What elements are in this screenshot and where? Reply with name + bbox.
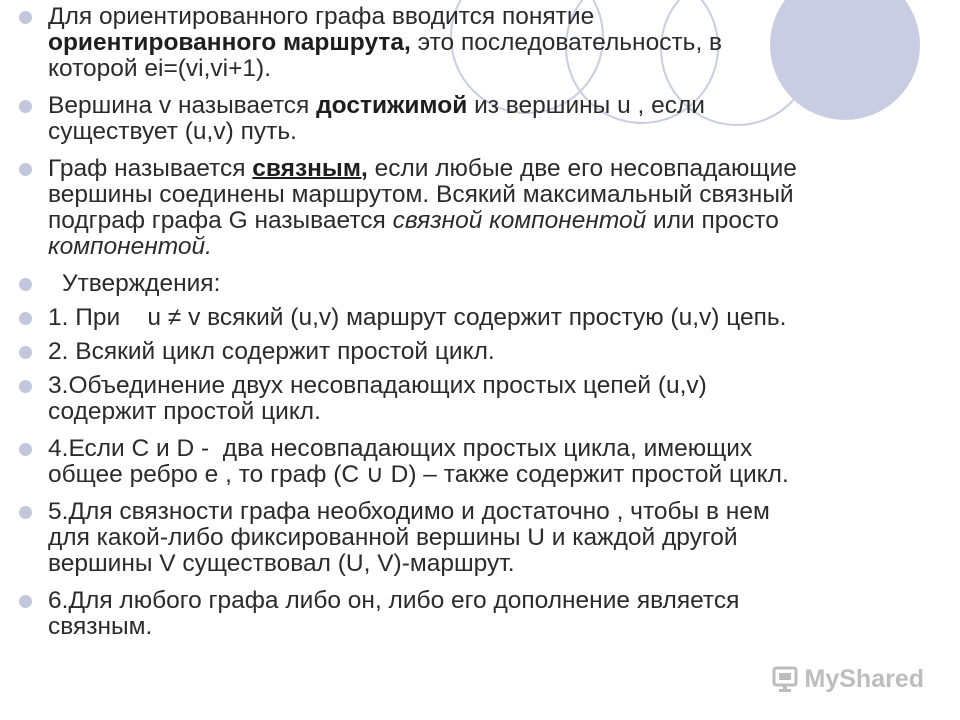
bullet-icon	[19, 443, 32, 456]
bullet-icon	[19, 100, 32, 113]
bullet-icon	[19, 312, 32, 325]
watermark-text: MyShared	[804, 664, 924, 693]
item-text: Утверждения:	[62, 270, 221, 297]
list-item	[18, 339, 948, 365]
bullet-icon	[19, 506, 32, 519]
list-item	[18, 373, 948, 425]
bullet-icon	[19, 163, 32, 176]
bullet-icon	[19, 595, 32, 608]
item-text: 4.Если С и D - два несовпадающих простых цикла, имеющих общее ребро е , то граф (С ∪ D) – также содержит простой цикл.	[48, 435, 789, 488]
watermark	[771, 664, 924, 694]
item-text: 6.Для любого графа либо он, либо его дополнение является связным.	[48, 587, 740, 640]
slides-logo-icon	[771, 664, 801, 694]
bullet-icon	[19, 346, 32, 359]
item-text: 2. Всякий цикл содержит простой цикл.	[48, 338, 495, 365]
list-item	[18, 305, 948, 331]
slide-body	[18, 4, 948, 651]
bullet-icon	[19, 380, 32, 393]
bullet-icon	[19, 278, 32, 291]
list-item	[18, 499, 948, 577]
item-text: Граф называется связным, если любые две его несовпадающие вершины соединены маршрутом. Всякий максимальный связный подграф графа G называется связной компонентой или просто компонентой.	[48, 155, 797, 260]
bullet-icon	[19, 11, 32, 24]
item-text: Для ориентированного графа вводится понятие ориентированного маршрута, это последовательность, в которой ei=(vi,vi+1).	[48, 3, 723, 82]
list-item	[18, 4, 948, 82]
item-text: 5.Для связности графа необходимо и достаточно , чтобы в нем для какой-либо фиксированной вершины U и каждой другой вершины V существовал (U, V)-маршрут.	[48, 498, 770, 577]
list-item	[18, 93, 948, 145]
item-text: Вершина v называется достижимой из вершины u , если существует (u,v) путь.	[48, 92, 705, 145]
union-symbol: ∪	[365, 461, 384, 488]
item-text: 3.Объединение двух несовпадающих простых цепей (u,v) содержит простой цикл.	[48, 372, 707, 425]
list-item	[18, 588, 948, 640]
item-text: 1. При u ≠ v всякий (u,v) маршрут содержит простую (u,v) цепь.	[48, 304, 787, 331]
list-item	[18, 436, 948, 488]
list-item	[18, 156, 948, 260]
list-item	[18, 271, 948, 297]
